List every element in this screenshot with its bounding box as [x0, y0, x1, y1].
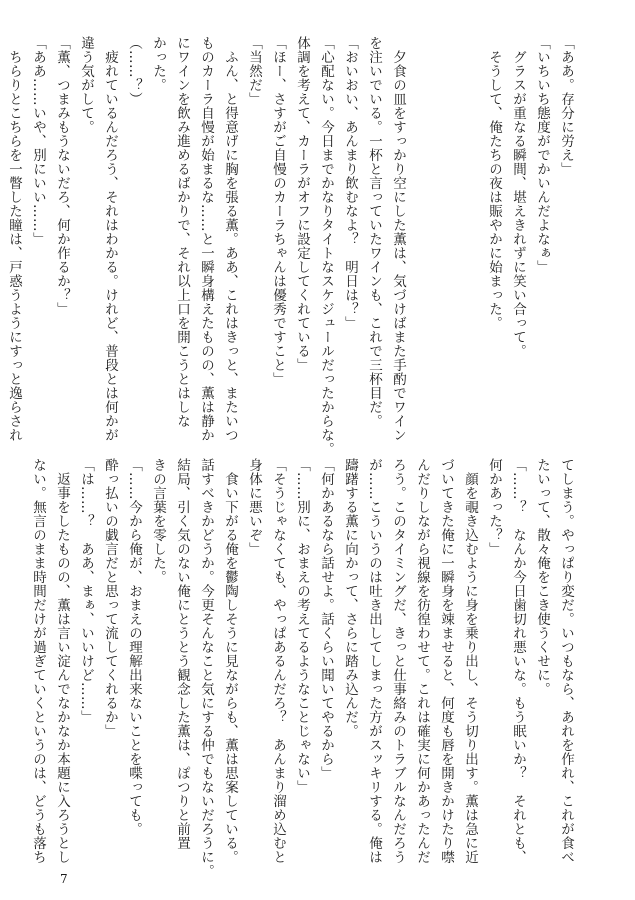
text-line: 「ああ。存分に労え」	[558, 36, 574, 176]
text-line: 「ほー、さすがご自慢のカーラちゃんは優秀ですこと」	[270, 36, 286, 386]
text-line: てしまう。やっぱり変だ。いつもなら、あれを作れ、これが食べ	[558, 458, 574, 864]
text-line: 違う気がして。	[78, 36, 94, 134]
text-line: 話すべきかどうか。今更そんなこと気にする仲でもないだろうに。	[198, 458, 214, 878]
text-block-upper	[6, 36, 578, 456]
text-line: そうして、俺たちの夜は賑やかに始まった。	[486, 36, 502, 330]
text-line: を注いでいる。一杯と言っていたワインも、これで三杯目だ。	[366, 36, 382, 428]
text-line: 「薫、つまみもうないだろ、何か作るか？」	[54, 36, 70, 316]
text-line: ちらりとこちらを一瞥した瞳は、戸惑うようにすっと逸らされ	[6, 36, 22, 442]
text-line	[458, 36, 482, 426]
text-line: 疲れているんだろう、それはわかる。けれど、普段とは何かが	[102, 36, 118, 442]
text-line: 酔っ払いの戯言だと思って流してくれるか」	[102, 458, 118, 738]
text-line: 「……別に、おまえの考えてるようなことじゃない」	[294, 458, 310, 794]
text-line: 「心配ない。今日までかなりタイトなスケジュールだったからな。	[318, 36, 334, 456]
text-line: グラスが重なる瞬間、堪えきれずに笑い合って。	[510, 36, 526, 358]
text-line: 「は……？ ああ、まぁ、いいけど……」	[78, 458, 94, 724]
text-line: 躊躇する薫に向かって、さらに踏み込んだ。	[342, 458, 358, 738]
page-number: 7	[60, 872, 68, 886]
text-line	[434, 36, 458, 426]
text-line	[410, 36, 434, 426]
text-line: 夕食の皿をすっかり空にした薫は、気づけばまた手酌でワイン	[390, 36, 406, 442]
text-line: 「……？ なんか今日歯切れ悪いな。もう眠いか？ それとも、	[510, 458, 526, 864]
text-line: たいって、散々俺をこき使うくせに。	[534, 458, 550, 696]
text-line: 「おいおい、あんまり飲むなよ？ 明日は？」	[342, 36, 358, 330]
text-line: 「そうじゃなくても、やっぱあるんだろ？ あんまり溜め込むと	[270, 458, 286, 864]
text-line: ものカーラ自慢が始まるな……と一瞬身構えたものの、薫は静か	[198, 36, 214, 442]
text-line: 顔を覗き込むように身を乗り出し、そう切り出す。薫は急に近	[462, 458, 478, 864]
text-line: 返事をしたものの、薫は言い淀んでなかなか本題に入ろうとし	[54, 458, 70, 864]
text-line: にワインを飲み進めるばかりで、それ以上口を開こうとはしな	[174, 36, 190, 428]
text-line: 食い下がる俺を鬱陶しそうに見ながらも、薫は思案している。	[222, 458, 238, 864]
text-line: 結局、引く気のない俺にとうとう観念した薫は、ぽつりと前置	[174, 458, 190, 850]
text-line: きの言葉を零した。	[150, 458, 166, 584]
text-line: が……こういうのは吐き出してしまった方がスッキリする。俺は	[366, 458, 382, 864]
text-line: 体調を考えて、カーラがオフに設定してくれている」	[294, 36, 310, 372]
text-line: 「当然だ」	[246, 36, 262, 106]
text-line: づいてきた俺に一瞬身を竦ませると、何度も唇を開きかけたり噤	[438, 458, 454, 864]
text-line: ふん、と得意げに胸を張る薫。ああ、これはきっと、またいつ	[222, 36, 238, 442]
text-line: 何かあった？」	[486, 458, 502, 556]
text-line: 「いちいち態度がでかいんだよなぁ」	[534, 36, 550, 274]
text-block-lower	[30, 458, 578, 878]
text-line: （……？）	[126, 36, 142, 106]
text-line: 「ああ……いや、別にいい……」	[30, 36, 46, 246]
text-line: 「……今から俺が、おまえの理解出来ないことを喋っても。	[126, 458, 142, 836]
text-line: ろう。このタイミングだ、きっと仕事絡みのトラブルなんだろう	[390, 458, 406, 864]
text-line: かった。	[150, 36, 166, 92]
text-line: 「何かあるなら話せよ。話くらい聞いてやるから」	[318, 458, 334, 780]
text-line: 身体に悪いぞ」	[246, 458, 262, 556]
text-line: ない。無言のまま時間だけが過ぎていくというのは、どうも落ち	[30, 458, 46, 864]
text-line: んだりしながら視線を彷徨わせて。これは確実に何かあったんだ	[414, 458, 430, 864]
